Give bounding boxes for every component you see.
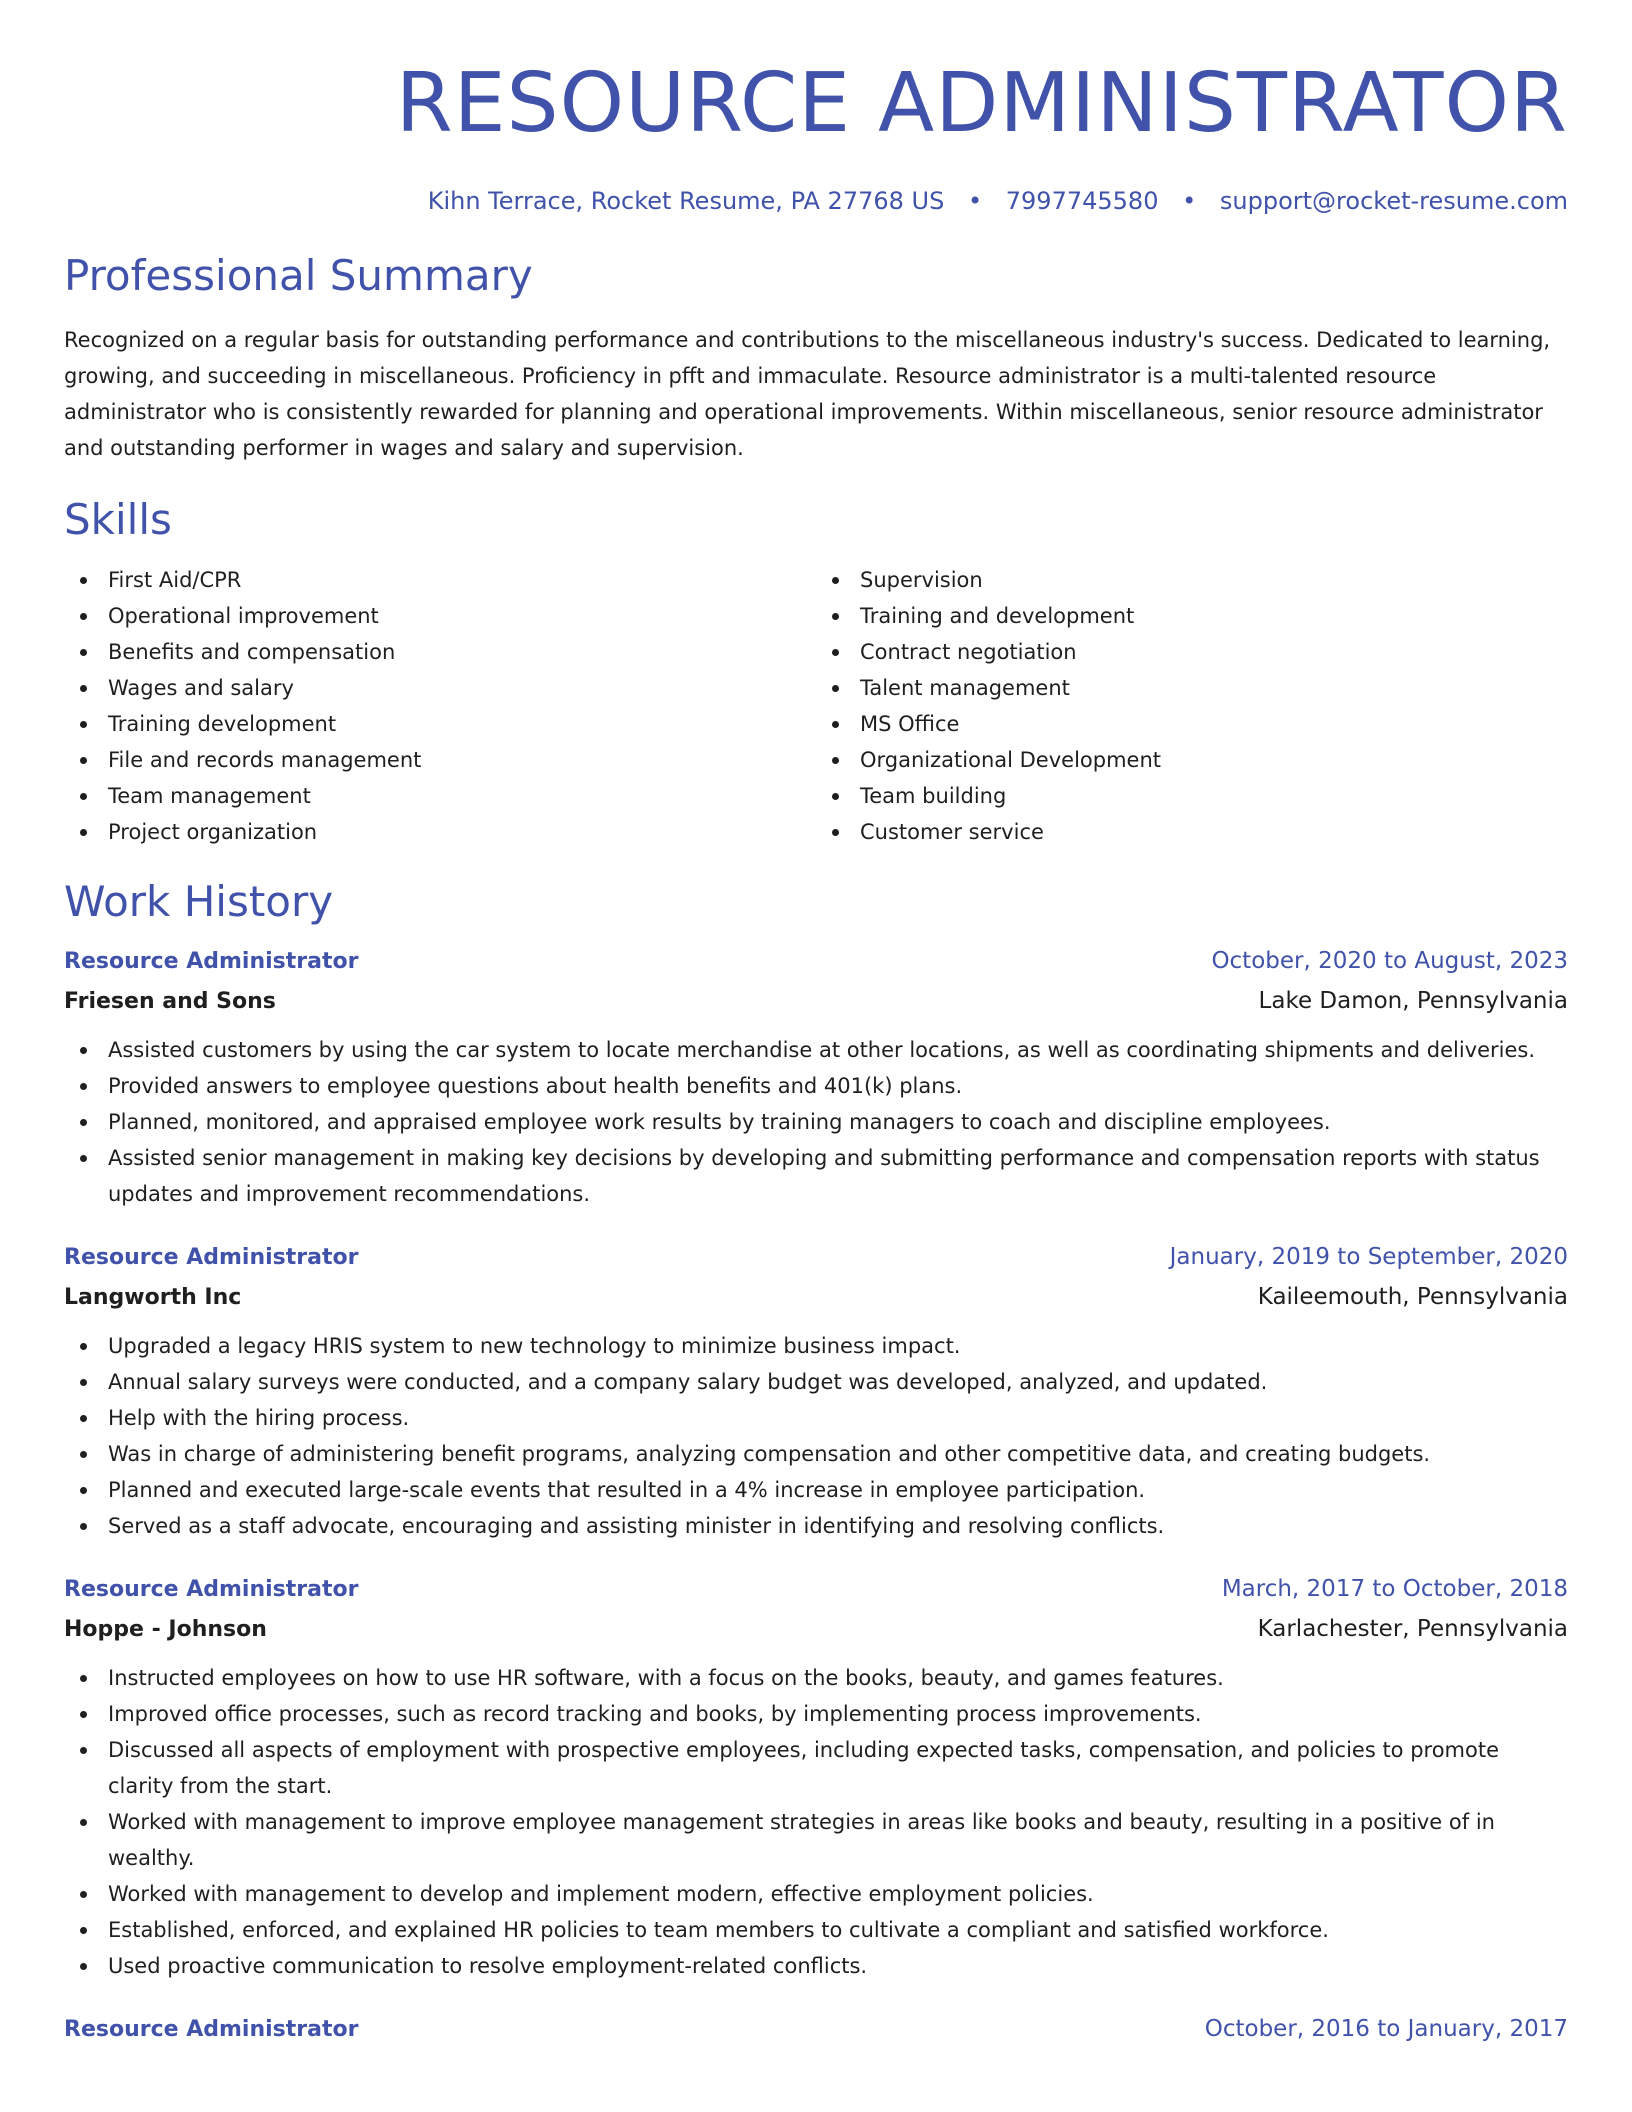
skill-item: Operational improvement <box>108 598 816 634</box>
skills-list-right <box>816 562 1568 850</box>
contact-email: support@rocket-resume.com <box>1219 187 1568 215</box>
job-company-row <box>64 981 1568 1022</box>
company-name: Langworth Inc <box>64 1285 242 1310</box>
duty-list <box>64 1660 1568 1984</box>
skill-item: Benefits and compensation <box>108 634 816 670</box>
duty-item: Worked with management to develop and implement modern, effective employment policies. <box>108 1876 1568 1912</box>
job-title: Resource Administrator <box>64 2017 359 2042</box>
skill-item: Team management <box>108 778 816 814</box>
job-entry <box>64 2010 1568 2049</box>
duty-item: Served as a staff advocate, encouraging and assisting minister in identifying and resolving conflicts. <box>108 1508 1568 1544</box>
job-header-row <box>64 2010 1568 2049</box>
skill-item: Talent management <box>860 670 1568 706</box>
duty-item: Annual salary surveys were conducted, and a company salary budget was developed, analyzed, and updated. <box>108 1364 1568 1400</box>
job-dates: January, 2019 to September, 2020 <box>1169 1244 1568 1270</box>
skill-item: Contract negotiation <box>860 634 1568 670</box>
skill-item: Training development <box>108 706 816 742</box>
job-entry <box>64 1570 1568 1984</box>
company-name: Friesen and Sons <box>64 989 276 1014</box>
skill-item: First Aid/CPR <box>108 562 816 598</box>
skill-item: Supervision <box>860 562 1568 598</box>
duty-item: Improved office processes, such as record tracking and books, by implementing process improvements. <box>108 1696 1568 1732</box>
skill-item: Team building <box>860 778 1568 814</box>
job-header-row <box>64 1570 1568 1609</box>
duty-item: Assisted customers by using the car system to locate merchandise at other locations, as well as coordinating shipments and deliveries. <box>108 1032 1568 1068</box>
skill-item: File and records management <box>108 742 816 778</box>
contact-line <box>64 186 1568 216</box>
duty-list <box>64 1032 1568 1212</box>
duty-item: Provided answers to employee questions about health benefits and 401(k) plans. <box>108 1068 1568 1104</box>
job-title: Resource Administrator <box>64 1577 359 1602</box>
resume-name: RESOURCE ADMINISTRATOR <box>395 56 1568 151</box>
job-header-row <box>64 942 1568 981</box>
duty-item: Instructed employees on how to use HR software, with a focus on the books, beauty, and games features. <box>108 1660 1568 1696</box>
skill-item: MS Office <box>860 706 1568 742</box>
job-location: Kaileemouth, Pennsylvania <box>1257 1284 1568 1310</box>
work-history-heading: Work History <box>64 877 334 926</box>
skill-item: Wages and salary <box>108 670 816 706</box>
job-header-row <box>64 1238 1568 1277</box>
duty-item: Established, enforced, and explained HR policies to team members to cultivate a compliant and satisfied workforce. <box>108 1912 1568 1948</box>
duty-item: Upgraded a legacy HRIS system to new technology to minimize business impact. <box>108 1328 1568 1364</box>
summary-heading: Professional Summary <box>64 251 533 300</box>
duty-item: Help with the hiring process. <box>108 1400 1568 1436</box>
contact-address: Kihn Terrace, Rocket Resume, PA 27768 US <box>427 187 945 215</box>
duty-item: Assisted senior management in making key decisions by developing and submitting performance and compensation reports with status updates and improvement recommendations. <box>108 1140 1568 1212</box>
duty-item: Discussed all aspects of employment with prospective employees, including expected tasks, compensation, and policies to promote clarity from the start. <box>108 1732 1568 1804</box>
skills-heading: Skills <box>64 495 172 544</box>
work-history-list <box>64 942 1568 2049</box>
job-company-row <box>64 1609 1568 1650</box>
contact-separator: • <box>967 187 983 215</box>
skills-list-left <box>64 562 816 850</box>
duty-list <box>64 1328 1568 1544</box>
duty-item: Was in charge of administering benefit programs, analyzing compensation and other competitive data, and creating budgets. <box>108 1436 1568 1472</box>
skills-columns <box>64 562 1568 850</box>
job-location: Karlachester, Pennsylvania <box>1257 1616 1568 1642</box>
job-dates: March, 2017 to October, 2018 <box>1221 1576 1568 1602</box>
skill-item: Organizational Development <box>860 742 1568 778</box>
duty-item: Worked with management to improve employee management strategies in areas like books and beauty, resulting in a positive of in wealthy. <box>108 1804 1568 1876</box>
job-dates: October, 2020 to August, 2023 <box>1211 948 1568 974</box>
job-entry <box>64 942 1568 1212</box>
duty-item: Planned, monitored, and appraised employee work results by training managers to coach and discipline employees. <box>108 1104 1568 1140</box>
skill-item: Training and development <box>860 598 1568 634</box>
duty-item: Planned and executed large-scale events that resulted in a 4% increase in employee participation. <box>108 1472 1568 1508</box>
summary-text: Recognized on a regular basis for outstanding performance and contributions to the miscellaneous industry's success. Dedicated to learning, growing, and succeeding in miscellaneous. Proficiency in pfft and immaculate. Resource administrator is a multi-talented resource administrator who is consistently rewarded for planning and operational improvements. Within miscellaneous, senior resource administrator and outstanding performer in wages and salary and supervision. <box>64 328 1551 460</box>
skill-item: Project organization <box>108 814 816 850</box>
job-location: Lake Damon, Pennsylvania <box>1258 988 1568 1014</box>
skill-item: Customer service <box>860 814 1568 850</box>
job-entry <box>64 1238 1568 1544</box>
contact-phone: 7997745580 <box>1005 187 1159 215</box>
duty-item: Used proactive communication to resolve employment-related conflicts. <box>108 1948 1568 1984</box>
company-name: Hoppe - Johnson <box>64 1617 267 1642</box>
job-title: Resource Administrator <box>64 1245 359 1270</box>
contact-separator: • <box>1182 187 1197 215</box>
job-title: Resource Administrator <box>64 949 359 974</box>
job-company-row <box>64 1277 1568 1318</box>
job-dates: October, 2016 to January, 2017 <box>1204 2016 1568 2042</box>
